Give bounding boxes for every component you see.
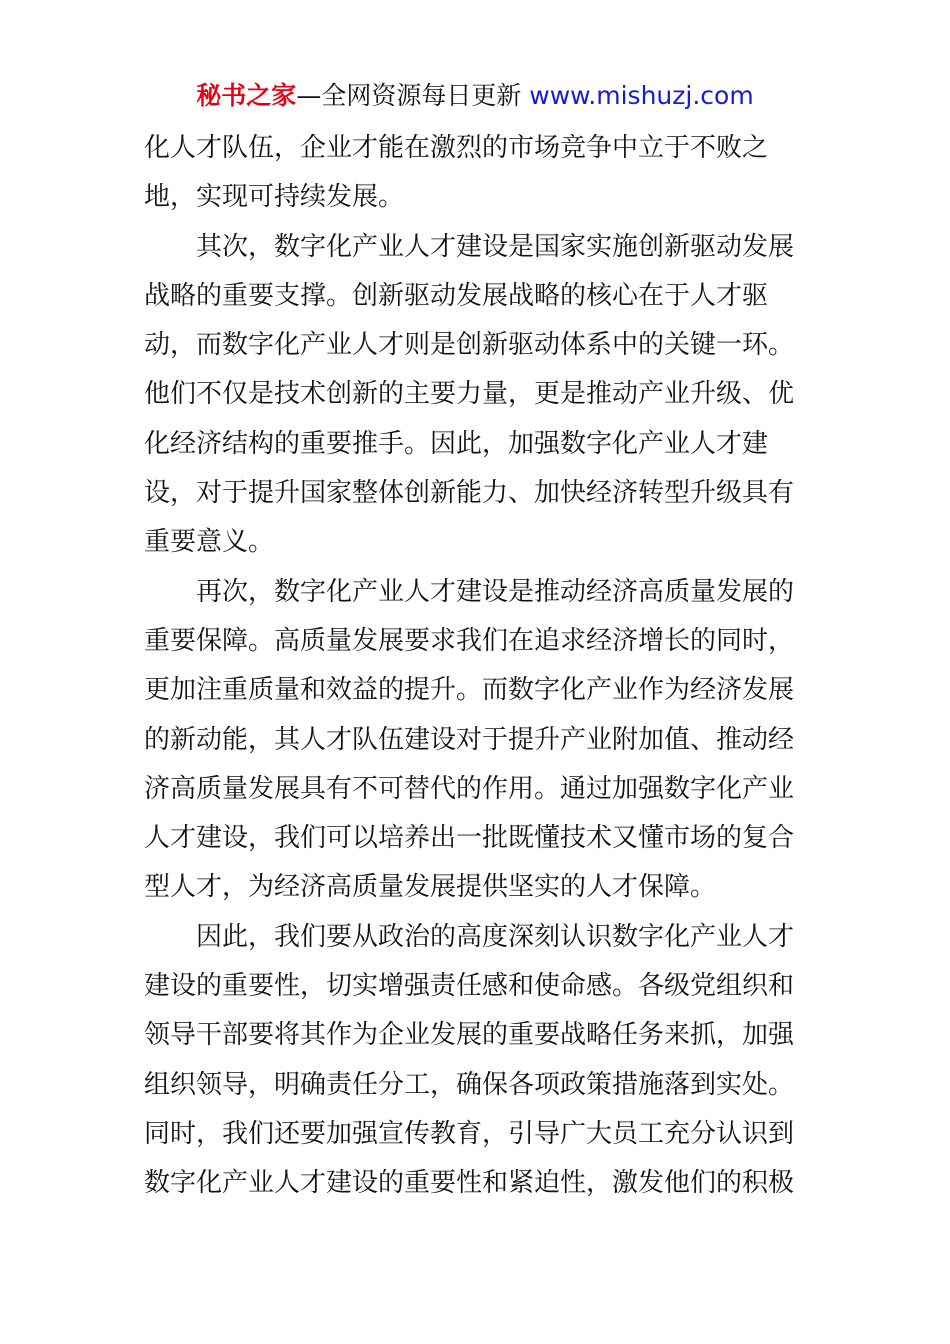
text-line: 重要意义。	[144, 527, 275, 558]
text-line: 济高质量发展具有不可替代的作用。通过加强数字化产业	[144, 773, 795, 804]
text-line: 再次，数字化产业人才建设是推动经济高质量发展的	[196, 576, 795, 607]
text-line: 组织领导，明确责任分工，确保各项政策措施落到实处。	[144, 1069, 795, 1100]
text-line: 设，对于提升国家整体创新能力、加快经济转型升级具有	[144, 478, 795, 509]
text-line: 因此，我们要从政治的高度深刻认识数字化产业人才	[196, 921, 795, 952]
site-url-link[interactable]: www.mishuzj.com	[529, 81, 754, 110]
text-line: 建设的重要性，切实增强责任感和使命感。各级党组织和	[144, 971, 795, 1002]
text-line: 更加注重质量和效益的提升。而数字化产业作为经济发展	[144, 675, 795, 706]
text-line: 的新动能，其人才队伍建设对于提升产业附加值、推动经	[144, 724, 795, 755]
text-line: 数字化产业人才建设的重要性和紧迫性，激发他们的积极	[144, 1168, 795, 1199]
text-line: 型人才，为经济高质量发展提供坚实的人才保障。	[144, 872, 717, 903]
text-line: 他们不仅是技术创新的主要力量，更是推动产业升级、优	[144, 379, 795, 410]
text-line: 领导干部要将其作为企业发展的重要战略任务来抓，加强	[144, 1020, 795, 1051]
text-line: 战略的重要支撑。创新驱动发展战略的核心在于人才驱	[144, 280, 769, 311]
site-brand: 秘书之家	[196, 81, 297, 110]
text-line: 化人才队伍，企业才能在激烈的市场竞争中立于不败之	[144, 133, 769, 163]
document-body	[144, 124, 809, 1209]
text-line: 其次，数字化产业人才建设是国家实施创新驱动发展	[196, 231, 795, 262]
text-line: 重要保障。高质量发展要求我们在追求经济增长的同时，	[144, 625, 795, 656]
paragraph	[144, 124, 809, 223]
text-line: 人才建设，我们可以培养出一批既懂技术又懂市场的复合	[144, 823, 795, 854]
paragraph	[144, 913, 809, 1209]
paragraph	[144, 568, 809, 913]
page-header	[0, 78, 950, 114]
text-line: 动，而数字化产业人才则是创新驱动体系中的关键一环。	[144, 330, 795, 361]
text-line: 同时，我们还要加强宣传教育，引导广大员工充分认识到	[144, 1118, 795, 1149]
text-line: 化经济结构的重要推手。因此，加强数字化产业人才建	[144, 428, 769, 459]
paragraph	[144, 223, 809, 568]
site-slogan: —全网资源每日更新	[296, 81, 530, 110]
text-line: 地，实现可持续发展。	[144, 182, 405, 213]
